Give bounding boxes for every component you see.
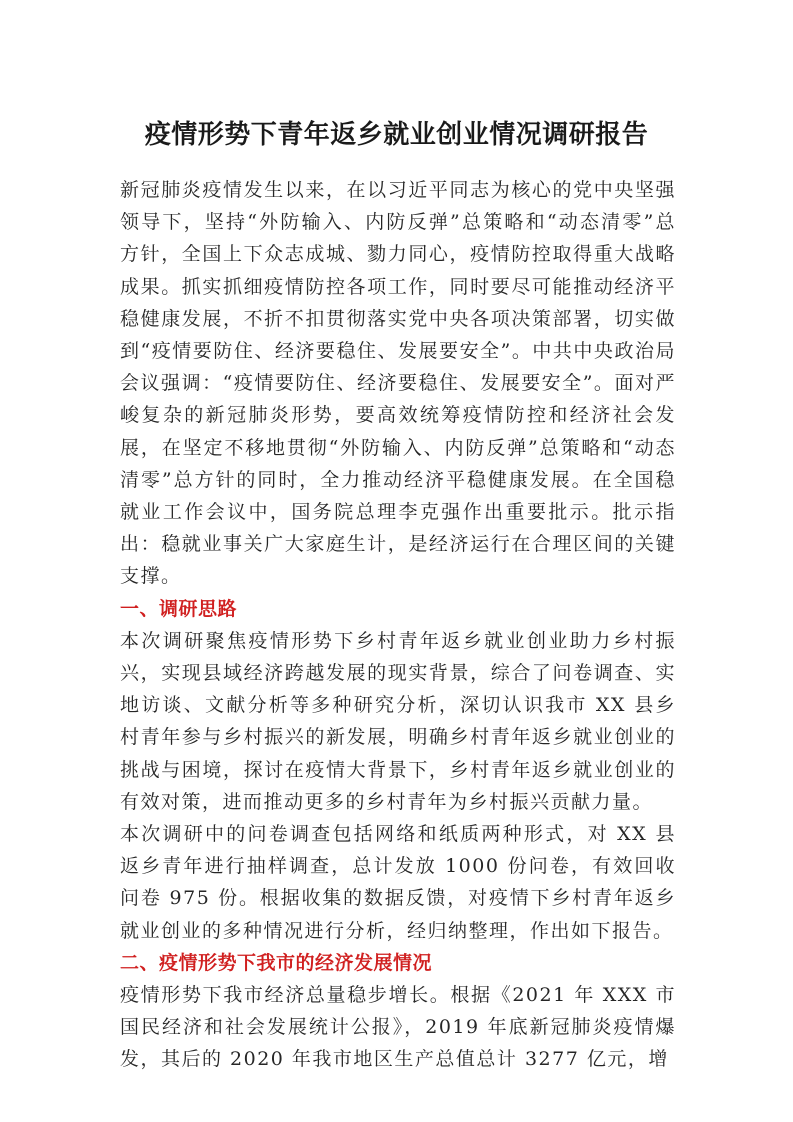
economic-development-paragraph: 疫情形势下我市经济总量稳步增长。根据《2021 年 XXX 市国民经济和社会发展统计公报》，2019 年底新冠肺炎疫情爆发，其后的 2020 年我市地区生产总值总计 3277 亿元，增 xyxy=(120,984,676,1071)
section-heading-economic-development: 二、疫情形势下我市的经济发展情况 xyxy=(120,951,433,974)
section-heading-research-approach: 一、调研思路 xyxy=(120,597,238,620)
research-approach-paragraph: 本次调研聚焦疫情形势下乡村青年返乡就业创业助力乡村振兴，实现县域经济跨越发展的现实背景，综合了问卷调查、实地访谈、文献分析等多种研究分析，深切认识我市 XX 县乡村青年参与乡村振兴的新发展，明确乡村青年返乡就业创业的挑战与困境，探讨在疫情大背景下，乡村青年返乡就业创业的有效对策，进而推动更多的乡村青年为乡村振兴贡献力量。 xyxy=(120,629,676,813)
survey-method-paragraph: 本次调研中的问卷调查包括网络和纸质两种形式，对 XX 县返乡青年进行抽样调查，总计发放 1000 份问卷，有效回收问卷 975 份。根据收集的数据反馈，对疫情下乡村青年返乡就业创业的多种情况进行分析，经归纳整理，作出如下报告。 xyxy=(120,823,676,942)
document-body xyxy=(120,174,676,1076)
intro-paragraph: 新冠肺炎疫情发生以来，在以习近平同志为核心的党中央坚强领导下，坚持“外防输入、内防反弹”总策略和“动态清零”总方针，全国上下众志成城、勠力同心，疫情防控取得重大战略成果。抓实抓细疫情防控各项工作，同时要尽可能推动经济平稳健康发展，不折不扣贯彻落实党中央各项决策部署，切实做到“疫情要防住、经济要稳住、发展要安全”。中共中央政治局会议强调：“疫情要防住、经济要稳住、发展要安全”。面对严峻复杂的新冠肺炎形势，要高效统筹疫情防控和经济社会发展，在坚定不移地贯彻“外防输入、内防反弹”总策略和“动态清零”总方针的同时，全力推动经济平稳健康发展。在全国稳就业工作会议中，国务院总理李克强作出重要批示。批示指出：稳就业事关广大家庭生计，是经济运行在合理区间的关键支撑。 xyxy=(120,179,676,588)
document-title: 疫情形势下青年返乡就业创业情况调研报告 xyxy=(144,120,649,150)
